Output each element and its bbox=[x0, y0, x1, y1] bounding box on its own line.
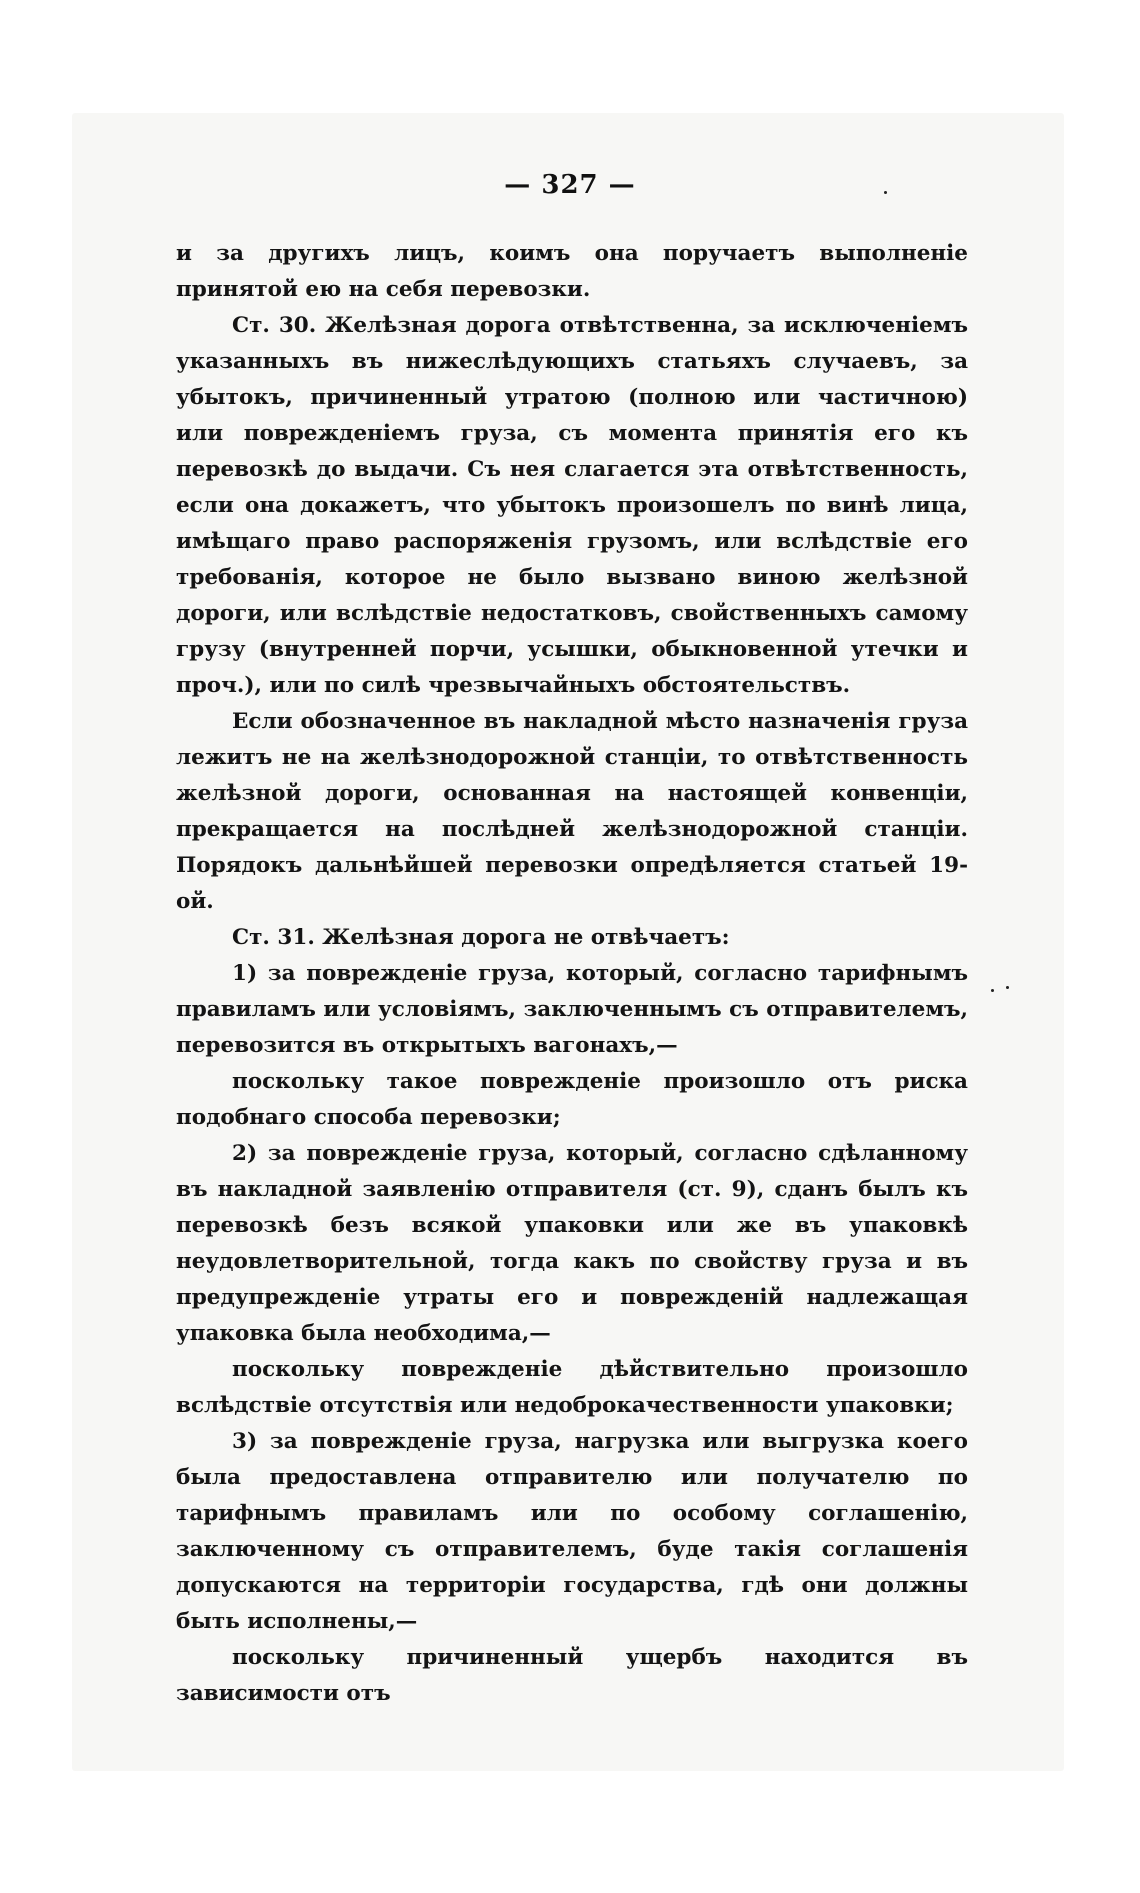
body-text bbox=[176, 236, 968, 1712]
list-item: 3) за поврежденіе груза, нагрузка или выгрузка коего была предоставлена отправителю или получателю по тарифнымъ правиламъ или по особому соглашенію, заключенному съ отправителемъ, буде такія соглашенія допускаются на территоріи государства, гдѣ они должны быть исполнены,— bbox=[176, 1429, 968, 1634]
page-number: — 327 — bbox=[504, 170, 636, 200]
paragraph-article-30: Ст. 30. Желѣзная дорога отвѣтственна, за исключеніемъ указанныхъ въ нижеслѣдующихъ статьяхъ случаевъ, за убытокъ, причиненный утратою (полною или частичною) или повреждeніемъ груза, съ момента принятія его къ перевозкѣ до выдачи. Съ нея слагается эта отвѣтственность, если она докажетъ, что убытокъ произошелъ по винѣ лица, имѣщаго право распоряженія грузомъ, или вслѣдствіе его требованія, которое не было вызвано виною желѣзной дороги, или вслѣдствіе недостатковъ, свойственныхъ самому грузу (внутренней порчи, усышки, обыкновенной утечки и проч.), или по силѣ чрезвычайныхъ обстоятельствъ. bbox=[176, 313, 968, 698]
paragraph: и за другихъ лицъ, коимъ она поручаетъ выполненіе принятой ею на себя перевозки. bbox=[176, 241, 968, 302]
scan-speck bbox=[991, 989, 994, 992]
list-item-qualifier: поскольку такое поврежденіе произошло отъ риска подобнаго способа перевозки; bbox=[176, 1069, 968, 1130]
scan-speck bbox=[884, 191, 887, 194]
list-item-qualifier: поскольку причиненный ущербъ находится въ зависимости отъ bbox=[176, 1645, 968, 1706]
scan-speck bbox=[1006, 986, 1009, 989]
list-item-qualifier: поскольку поврежденіе дѣйствительно произошло вслѣдствіе отсутствія или недоброкачественности упаковки; bbox=[176, 1357, 968, 1418]
paragraph: Если обозначенное въ накладной мѣсто назначенія груза лежитъ не на желѣзнодорожной станціи, то отвѣтственность желѣзной дороги, основанная на настоящей конвенціи, прекращается на послѣдней желѣзнодорожной станціи. Порядокъ дальнѣйшей перевозки опредѣляется статьей 19-ой. bbox=[176, 709, 968, 914]
list-item: 1) за поврежденіе груза, который, согласно тарифнымъ правиламъ или условіямъ, заключеннымъ съ отправителемъ, перевозится въ открытыхъ вагонахъ,— bbox=[176, 961, 968, 1058]
paragraph-article-31: Ст. 31. Желѣзная дорога не отвѣчаетъ: bbox=[232, 925, 730, 950]
list-item: 2) за поврежденіе груза, который, согласно сдѣланному въ накладной заявленію отправителя (ст. 9), сданъ былъ къ перевозкѣ безъ всякой упаковки или же въ упаковкѣ неудовлетворительной, тогда какъ по свойству груза и въ предупрежденіе утраты его и поврежденій надлежащая упаковка была необходима,— bbox=[176, 1141, 968, 1346]
